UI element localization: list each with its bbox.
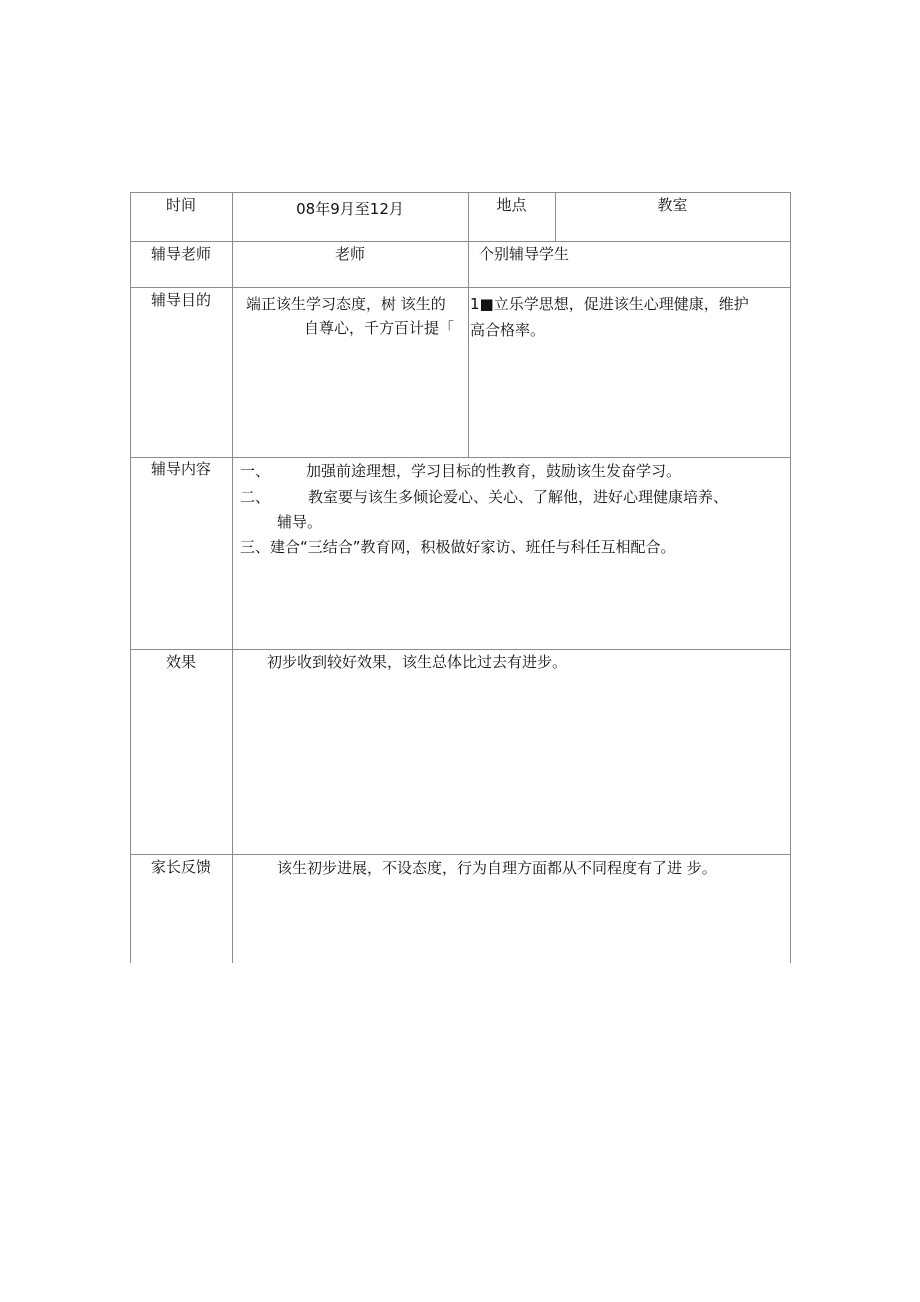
mid-column-divider [468,192,469,457]
label-column-divider [232,192,233,963]
purpose-right-line-2: 高合格率。 [470,321,546,339]
content-item-2-continuation: 辅导。 [277,513,323,531]
counseling-record-table [130,192,791,963]
table-border-right [790,192,791,963]
content-label: 辅导内容 [150,460,211,478]
table-border-top [130,192,791,193]
purpose-left-line-1: 端正该生学习态度，树 该生的 [246,295,446,313]
row-divider-1 [130,241,791,242]
row-divider-2 [130,287,791,288]
purpose-label: 辅导目的 [150,291,211,309]
student-label: 个别辅导学生 [479,245,570,263]
content-item-2-text: 教室要与该生多倾论爱心、关心、了解他，进好心理健康培养、 [308,488,729,506]
row-divider-4 [130,649,791,650]
effect-text: 初步收到较好效果，该生总体比过去有进步。 [267,653,568,671]
time-value: 08年9月至12月 [296,200,404,218]
content-item-1-text: 加强前途理想，学习目标的性教育，鼓励该生发奋学习。 [306,462,682,480]
teacher-label: 辅导老师 [150,245,211,263]
feedback-label: 家长反馈 [150,858,211,876]
purpose-left-line-2: 自尊心，千方百计提「 [304,319,455,337]
place-label: 地点 [496,196,527,214]
purpose-right-line-1: 1■立乐学思想，促进该生心理健康，维护 [470,295,749,313]
feedback-text: 该生初步进展，不设态度，行为自理方面都从不同程度有了进 步。 [277,859,717,877]
content-item-2-prefix: 二、 [240,488,271,506]
row-divider-5 [130,854,791,855]
place-value: 教室 [657,196,688,214]
content-item-1-prefix: 一、 [240,462,271,480]
teacher-value: 老师 [334,245,365,263]
effect-label: 效果 [165,653,196,671]
time-label: 时间 [165,196,196,214]
content-item-3-text: 三、建合“三结合”教育网，积极做好家访、班任与科任互相配合。 [240,538,676,556]
